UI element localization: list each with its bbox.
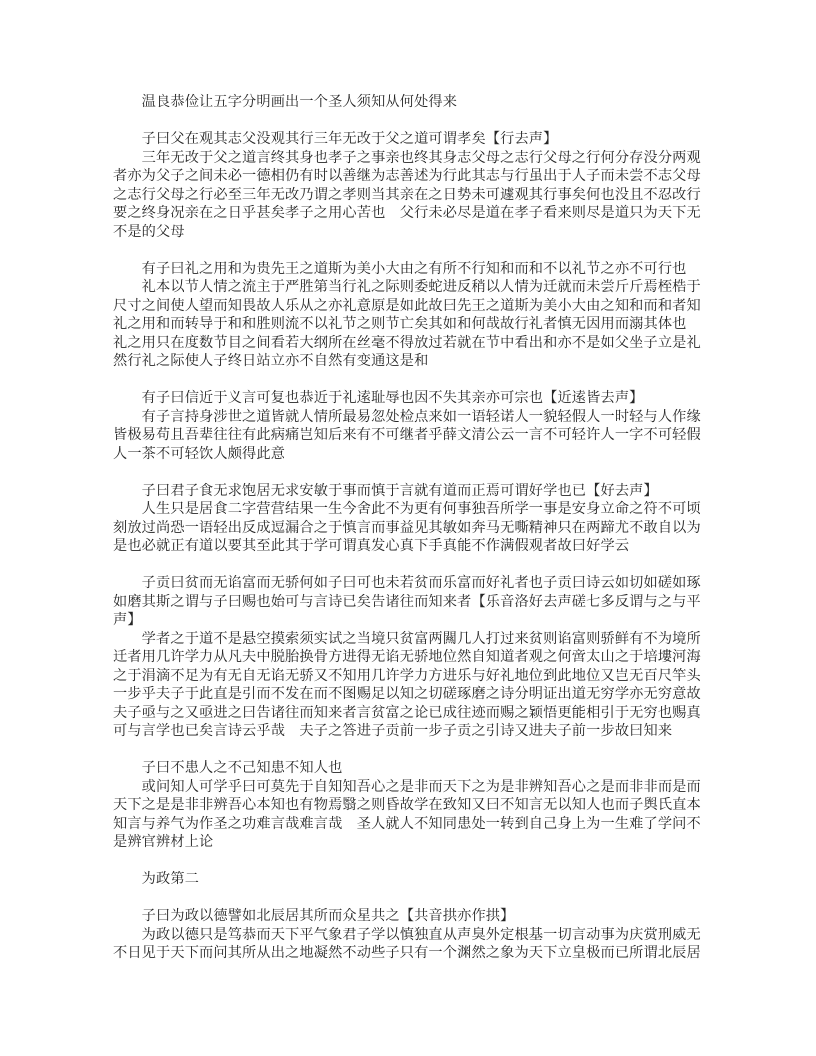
text-line: 有子曰礼之用和为贵先王之道斯为美小大由之有所不行知和而和不以礼节之亦不可行也: [113, 260, 687, 277]
text-line: 然行礼之际使人子终日站立亦不自然有变通这是和: [113, 353, 429, 369]
text-line: 子曰不患人之不己知患不知人也: [113, 760, 343, 776]
text-line: 三年无改于父之道言终其身也孝子之事亲也终其身志父母之志行父母之行何分存没分两观: [113, 149, 701, 166]
text-line: [113, 556, 753, 575]
text-line: [113, 112, 753, 131]
text-line: 不日见于天下而问其所从出之地凝然不动些子只有一个渊然之象为天下立皇极而已所谓北辰居: [113, 945, 701, 961]
text-line: 是也必就正有道以要其至此其于学可谓真发心真下手真能不作满假观者故曰好学云: [113, 538, 630, 554]
text-line: 迁者用几许学力从凡夫中脱胎换骨方进得无谄无骄地位然自知道者观之何啻太山之于培塿河海: [113, 649, 701, 665]
text-line: 不是的父母: [113, 223, 185, 240]
text-line: [113, 463, 753, 482]
text-line: 夫子亟与之又亟进之曰告诸往而知来者言贫富之论已成往迹而赐之颖悟更能相引于无穷也赐真: [113, 704, 701, 721]
text-line: [113, 241, 753, 260]
text-line: 子曰父在观其志父没观其行三年无改于父之道可谓孝矣【行去声】: [113, 131, 558, 147]
text-line: [113, 852, 753, 871]
text-line: 或问知人可学乎曰可莫先于自知知吾心之是非而天下之为是非辨知吾心之是而非非而是而: [113, 778, 701, 795]
text-line: 之于涓滴不足为有无自无谄无骄又不知用几许学力方进乐与好礼地位到此地位又岂无百尺竿头: [113, 667, 701, 684]
text-line: 为政第二: [113, 871, 200, 887]
text-line: 如磨其斯之谓与子曰赐也始可与言诗已矣告诸往而知来者【乐音洛好去声磋七多反谓与之与平: [113, 593, 701, 610]
text-line: [113, 741, 753, 760]
text-line: 声】: [113, 612, 142, 628]
text-line: 子曰为政以德譬如北辰居其所而众星共之【共音拱亦作拱】: [113, 908, 515, 924]
text-line: 可与言学也已矣言诗云乎哉 夫子之答进子贡前一步子贡之引诗又进夫子前一步故曰知来: [113, 723, 673, 739]
text-line: 一步乎夫子于此直是引而不发在而不图赐足以知之切磋琢磨之诗分明证出道无穷学亦无穷意故: [113, 686, 701, 702]
text-line: 学者之于道不是悬空摸索须实试之当境只贫富两闗几人打过来贫则谄富则骄鲜有不为境所: [113, 630, 701, 647]
text-line: 人一茶不可轻饮人颇得此意: [113, 445, 286, 462]
text-line: [113, 889, 753, 908]
text-line: [113, 371, 753, 390]
text-line: 知言与养气为作圣之功难言哉难言哉 圣人就人不知同患处一转到自己身上为一生难了学问不: [113, 815, 701, 832]
text-line: 有子言持身涉世之道皆就人情所最易忽处检点来如一语轻诺人一貌轻假人一时轻与人作缘: [113, 408, 701, 425]
text-line: 子曰君子食无求饱居无求安敏于事而慎于言就有道而正焉可谓好学也已【好去声】: [113, 482, 658, 499]
text-line: 温良恭俭让五字分明画出一个圣人须知从何处得来: [113, 94, 458, 110]
text-line: 礼本以节人情之流主于严胜第当行礼之际则委蛇进反稍以人情为迁就而未尝斤斤焉桎梏于: [113, 279, 701, 295]
text-line: 皆极易苟且吾辈往往有此病痛岂知后来有不可继者乎薛文清公云一言不可轻许人一字不可轻假: [113, 427, 701, 443]
document-text: [113, 93, 753, 963]
text-line: 人生只是居食二字营营结果一生今舍此不为更有何事独吾所学一事是安身立命之符不可顷: [113, 501, 701, 517]
text-line: 礼之用和而转导于和和胜则流不以礼节之则节亡矣其如和何哉故行礼者慎无因用而溺其体也: [113, 316, 687, 332]
text-line: 天下之是是非非辨吾心本知也有物焉翳之则昏故学在致知又曰不知言无以知人也而子舆氏直本: [113, 797, 701, 813]
text-line: 有子曰信近于义言可复也恭近于礼逺耻辱也因不失其亲亦可宗也【近逺皆去声】: [113, 390, 644, 406]
text-line: 刻放过尚恐一语轻出反成逗漏合之于慎言而事益见其敏如奔马无嘶精神只在两蹄尤不敢自以为: [113, 519, 701, 536]
text-line: 尺寸之间使人望而知畏故人乐从之亦礼意原是如此故曰先王之道斯为美小大由之知和而和者知: [113, 297, 701, 314]
text-line: 之志行父母之行必至三年无改乃谓之孝则当其亲在之日势未可遽观其行事矣何也没且不忍改行: [113, 186, 701, 203]
text-line: 是辨官辨材上论: [113, 834, 214, 850]
text-line: 为政以德只是笃恭而天下平气象君子学以慎独直从声臭外定根基一切言动事为庆赏刑威无: [113, 926, 701, 943]
text-line: 者亦为父子之间未必一德相仍有时以善继为志善述为行此其志与行虽出于人子而未尝不志父母: [113, 168, 701, 184]
text-line: 要之终身况亲在之日乎甚矣孝子之用心苦也 父行未必尽是道在孝子看来则尽是道只为天下无: [113, 205, 701, 221]
text-line: 礼之用只在度数节目之间看若大纲所在丝毫不得放过若就在节中看出和亦不是如父坐子立是礼: [113, 334, 701, 351]
text-line: 子贡曰贫而无谄富而无骄何如子曰可也未若贫而乐富而好礼者也子贡曰诗云如切如磋如琢: [113, 575, 701, 591]
